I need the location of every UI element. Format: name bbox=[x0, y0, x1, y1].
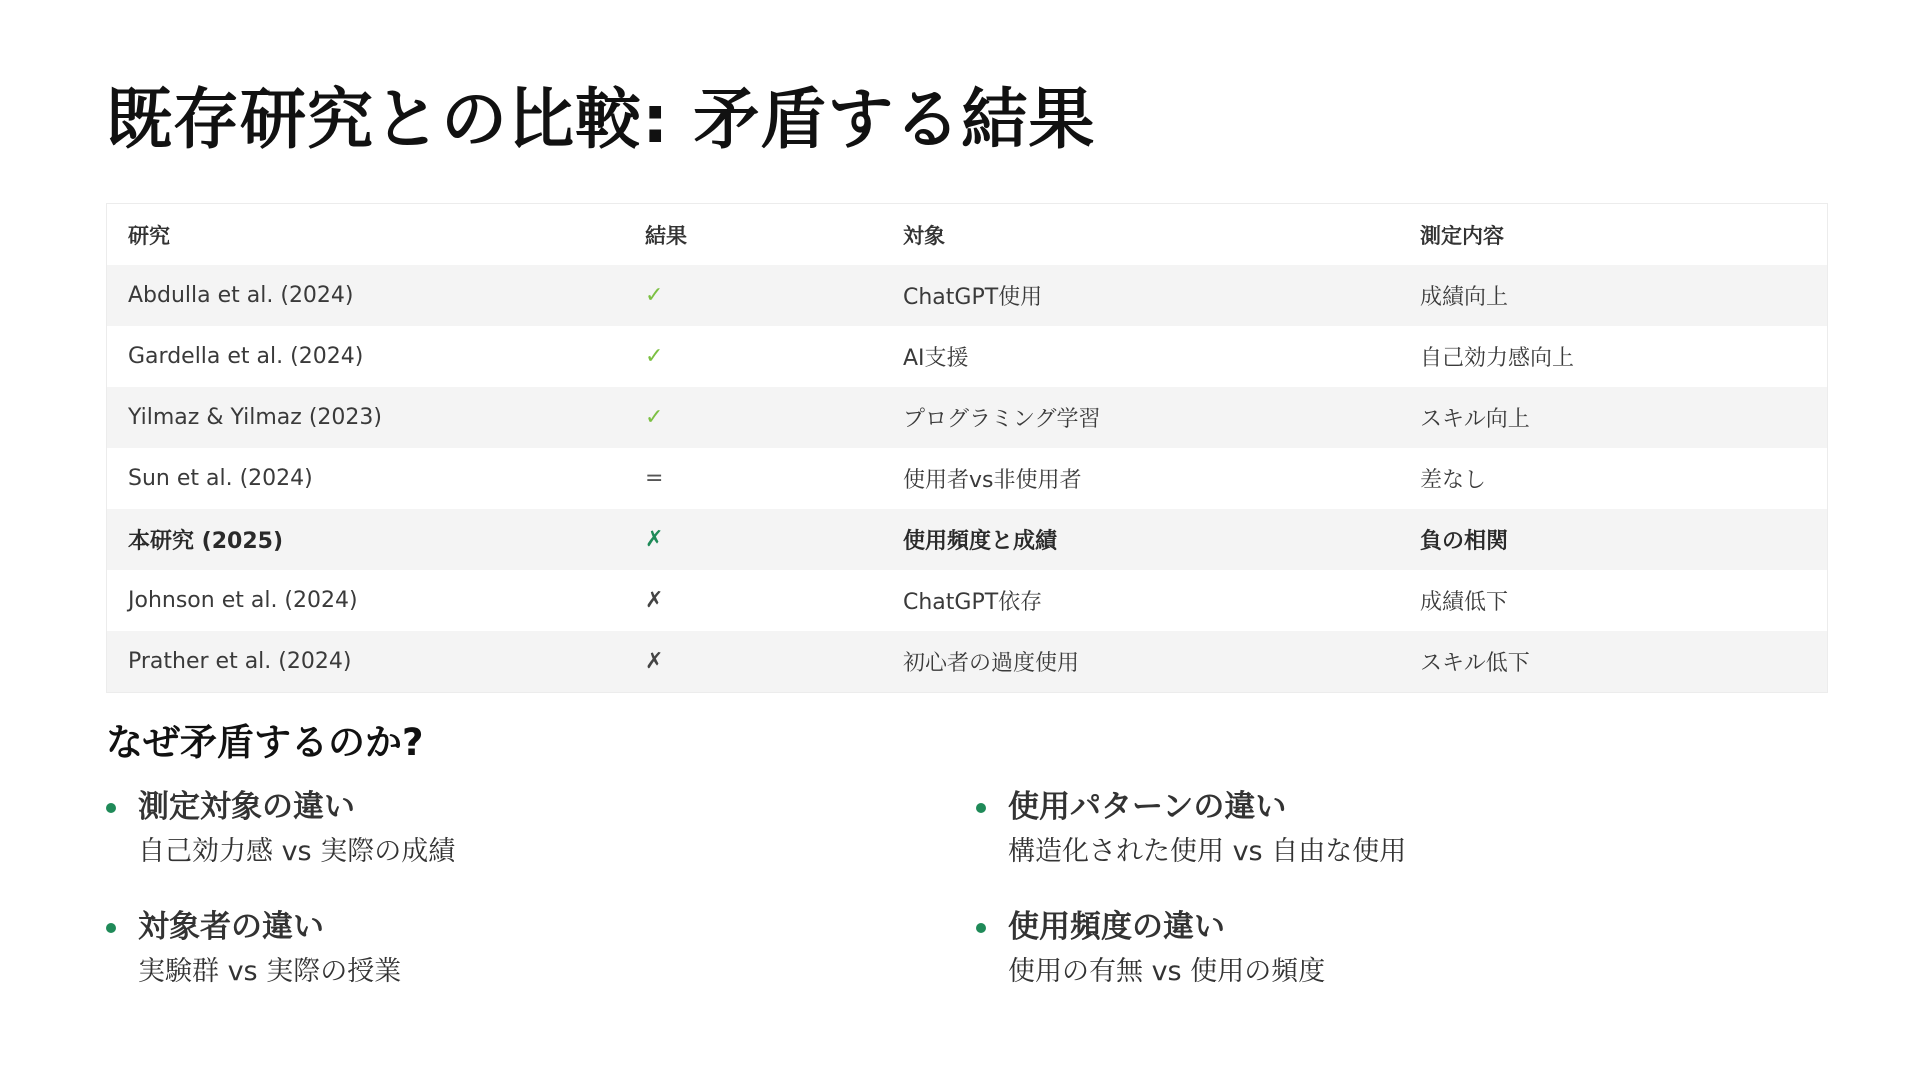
cross-mark-icon: ✗ bbox=[645, 588, 664, 613]
reason-description: 使用の有無 vs 使用の頻度 bbox=[1008, 956, 1326, 987]
reason-title: 測定対象の違い bbox=[138, 789, 355, 825]
slide-title: 既存研究との比較: 矛盾する結果 bbox=[106, 81, 1096, 158]
cross-mark-icon: ✗ bbox=[645, 649, 664, 674]
table-row bbox=[107, 570, 1827, 631]
cell-target: 使用頻度と成績 bbox=[882, 509, 1399, 570]
comparison-table-grid bbox=[107, 204, 1827, 692]
reason-title: 使用頻度の違い bbox=[1008, 909, 1225, 945]
cell-measure: 自己効力感向上 bbox=[1399, 326, 1827, 387]
comparison-table bbox=[106, 203, 1828, 693]
table-row bbox=[107, 387, 1827, 448]
cell-measure: 成績向上 bbox=[1399, 265, 1827, 326]
cell-study: Sun et al. (2024) bbox=[107, 448, 624, 509]
reason-description: 自己効力感 vs 実際の成績 bbox=[138, 836, 456, 867]
check-mark-icon: ✓ bbox=[645, 405, 664, 430]
cell-target: ChatGPT依存 bbox=[882, 570, 1399, 631]
cell-target: 使用者vs非使用者 bbox=[882, 448, 1399, 509]
check-mark-icon: ✓ bbox=[645, 344, 664, 369]
cell-target: AI支援 bbox=[882, 326, 1399, 387]
cell-study: Abdulla et al. (2024) bbox=[107, 265, 624, 326]
table-row-this-study bbox=[107, 509, 1827, 570]
cell-study: Gardella et al. (2024) bbox=[107, 326, 624, 387]
header-study: 研究 bbox=[107, 204, 624, 265]
bullet-dot-icon bbox=[976, 803, 986, 813]
table-row bbox=[107, 326, 1827, 387]
bullet-dot-icon bbox=[106, 803, 116, 813]
cell-target: 初心者の過度使用 bbox=[882, 631, 1399, 692]
section-heading: なぜ矛盾するのか? bbox=[106, 721, 424, 764]
check-mark-icon: ✓ bbox=[645, 283, 664, 308]
cell-study: Yilmaz & Yilmaz (2023) bbox=[107, 387, 624, 448]
cell-study: Prather et al. (2024) bbox=[107, 631, 624, 692]
header-measure: 測定内容 bbox=[1399, 204, 1827, 265]
reason-title: 使用パターンの違い bbox=[1008, 789, 1287, 825]
cell-measure: スキル向上 bbox=[1399, 387, 1827, 448]
header-result: 結果 bbox=[624, 204, 882, 265]
cell-target: プログラミング学習 bbox=[882, 387, 1399, 448]
cell-study: Johnson et al. (2024) bbox=[107, 570, 624, 631]
cell-measure: 成績低下 bbox=[1399, 570, 1827, 631]
reason-description: 実験群 vs 実際の授業 bbox=[138, 956, 402, 987]
cross-mark-icon: ✗ bbox=[645, 527, 664, 552]
cell-measure: スキル低下 bbox=[1399, 631, 1827, 692]
equal-mark-icon: = bbox=[645, 466, 664, 491]
table-header-row bbox=[107, 204, 1827, 265]
table-row bbox=[107, 448, 1827, 509]
reason-title: 対象者の違い bbox=[138, 909, 324, 945]
header-target: 対象 bbox=[882, 204, 1399, 265]
reason-description: 構造化された使用 vs 自由な使用 bbox=[1008, 836, 1407, 867]
cell-measure: 差なし bbox=[1399, 448, 1827, 509]
cell-study: 本研究 (2025) bbox=[107, 509, 624, 570]
cell-measure: 負の相関 bbox=[1399, 509, 1827, 570]
bullet-dot-icon bbox=[976, 923, 986, 933]
cell-target: ChatGPT使用 bbox=[882, 265, 1399, 326]
table-row bbox=[107, 631, 1827, 692]
table-row bbox=[107, 265, 1827, 326]
bullet-dot-icon bbox=[106, 923, 116, 933]
